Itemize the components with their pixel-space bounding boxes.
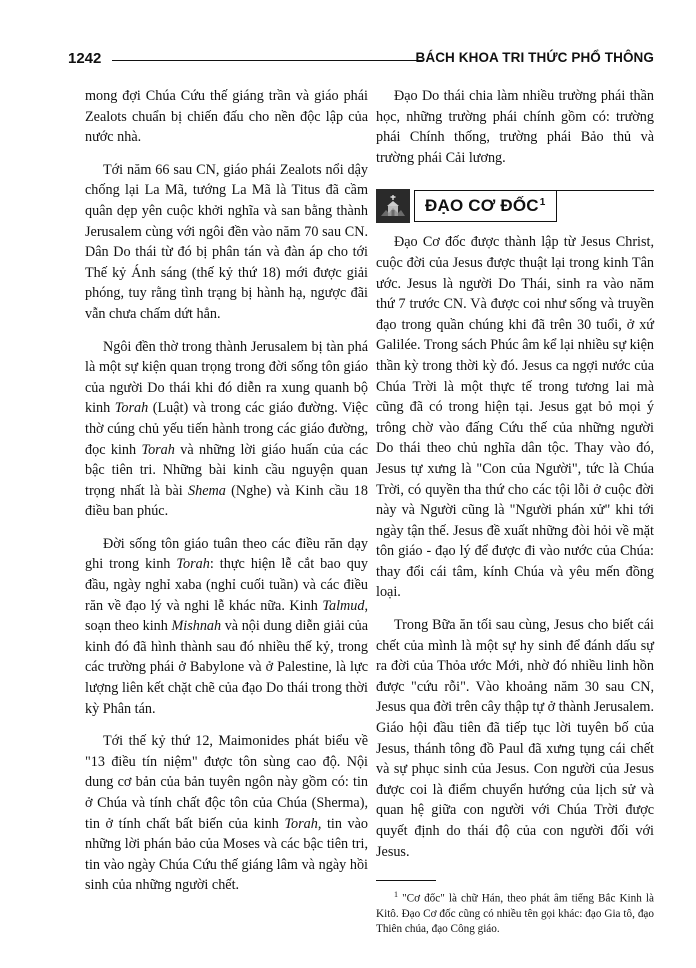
paragraph: mong đợi Chúa Cứu thế giáng trần và giáo phái Zealots chuẩn bị chiến đấu cho nền độc lập của nước nhà.: [85, 88, 368, 146]
right-column: [376, 86, 654, 937]
heading-rule: [557, 190, 654, 191]
term-shema: Shema: [188, 482, 226, 499]
paragraph: Ngôi đền thờ trong thành Jerusalem bị tàn phá là một sự kiện quan trọng trong đời sống tôn giáo của người Do thái khi đó diễn ra xung quanh bộ kinh Torah (Luật) và trong các giáo đường. Việc thờ cúng chủ yếu tiến hành trong các giáo đường, đọc kinh Torah và những lời giáo huấn của các bậc tiên tri. Những bài kinh cầu nguyện quan trọng nhất là bài Shema (Nghe) và Kinh cầu 18 điều ban phúc.: [85, 338, 368, 520]
term-torah: Torah: [114, 400, 149, 417]
term-mishnah: Mishnah: [171, 618, 222, 635]
footnote: $^1$ "Cơ đốc" là chữ Hán, theo phát âm tiếng Bắc Kinh là Kitô. Đạo Cơ đốc cũng có nhiều tên gọi khác: đạo Gia tô, đạo Thiên chúa, đạo Công giáo.: [376, 890, 654, 935]
footnote-number: 1: [394, 890, 398, 900]
footnote-ref: 1: [539, 197, 546, 209]
church-icon: [376, 189, 410, 223]
paragraph: Đời sống tôn giáo tuân theo các điều răn dạy ghi trong kinh Torah: thực hiện lễ cắt bao quy đầu, ngày nghỉ xaba (nghỉ cuối tuần) và các điều răn về đạo lý và nghi lễ khác nữa. Kinh Talmud, soạn theo kinh Mishnah và nội dung diễn giải của kinh đó đã hình thành sau đó nhiều thế kỷ, trong các trường phái ở Babylone và ở Palestine, là lực lượng liên kết chặt chẽ của đạo Do thái trong thời kỳ Phân tán.: [85, 535, 368, 717]
paragraph: Đạo Cơ đốc được thành lập từ Jesus Christ, cuộc đời của Jesus được thuật lại trong kinh Tân ước. Jesus là người Do Thái, sinh ra vào năm thứ 7 trước CN. Và được coi như sống và truyền đạo trong quần chúng khi đã trên 30 tuổi, ở xứ Galilée. Trong sách Phúc âm kể lại nhiều sự kiện thần kỳ trong thời kỳ đó. Jesus ca ngợi nước của Chúa Trời là một thực tế trong tương lai mà cũng đã có trong hiện tại. Jesus gạt bỏ mọi ý trông chờ vào đấng Cứu thế của những người Do thái theo chủ nghĩa dân tộc. Thay vào đó, Jesus tự xưng là "Con của Người", tức là Chúa Trời, có quyền tha thứ cho các tội lỗi ở cuộc đời này và Người cũng là "Người phán xử" khi tới ngày tận thế. Jesus đề xuất những đòi hỏi về mặt tôn giáo - đạo lý để được đi vào nước của Chúa: thay đổi cái tâm, kính Chúa và yêu mến đồng loại.: [376, 234, 654, 601]
section-heading: [376, 188, 654, 224]
section-title: ĐẠO CƠ ĐỐC $^1$: [414, 190, 557, 222]
term-torah: Torah: [284, 815, 318, 832]
paragraph: Tới thế kỷ thứ 12, Maimonides phát biểu về "13 điều tín niệm" được tôn sùng cao độ. Nội dung cơ bản của bản tuyên ngôn này gồm có: tin ở Chúa và tính chất độc tôn của Chúa (Sherma), tin ở tính chất bất biến của kinh Torah, tin vào những lời phán bảo của Moses và các bậc tiên tri, tin vào ngày Chúa Cứu thế giáng lâm và ngày hồi sinh của những người chết.: [85, 733, 368, 894]
header-rule: [112, 60, 424, 61]
term-torah: Torah: [141, 441, 175, 458]
term-torah: Torah: [176, 556, 210, 573]
running-title: BÁCH KHOA TRI THỨC PHỔ THÔNG: [415, 50, 654, 65]
footnote-rule: [376, 880, 436, 881]
page-header: [68, 50, 654, 72]
left-column: [85, 86, 368, 896]
paragraph: Trong Bữa ăn tối sau cùng, Jesus cho biết cái chết của mình là một sự hy sinh để đánh dấu sự ra đời của Thỏa ước Mới, nhờ đó nhiều linh hồn được "cứu rỗi". Vào khoảng năm 30 sau CN, Jesus qua đời trên cây thập tự ở thành Jerusalem. Giáo hội đầu tiên đã tiếp tục lời tuyên bố của Jesus, thánh tông đồ Paul đã xưng tụng cái chết và sự phục sinh của Jesus. Con người của Jesus được coi là điểm chuyển hướng của lịch sử và quan hệ giữa con người với Chúa Trời được quyết định do thái độ của con người đối với Jesus.: [376, 617, 655, 860]
paragraph: Đạo Do thái chia làm nhiều trường phái thần học, những trường phái chính gồm có: trường phái Chính thống, trường phái Bảo thủ và trường phái Cải lương.: [376, 88, 654, 166]
paragraph: Tới năm 66 sau CN, giáo phái Zealots nổi dậy chống lại La Mã, tướng La Mã là Titus đã cầm quân dẹp yên cuộc khởi nghĩa và san bằng thành Jerusalem cùng với ngôi đền vào năm 70 sau CN. Dân Do thái từ đó bị phân tán và đàn áp cho tới Thế kỷ Ánh sáng (thế kỷ thứ 18) mới được giải phóng, tuy rằng tình trạng bị hành hạ, ngược đãi vẫn chưa chấm dứt hẳn.: [85, 161, 368, 322]
page-number: 1242: [68, 50, 102, 67]
term-talmud: Talmud: [322, 597, 365, 614]
